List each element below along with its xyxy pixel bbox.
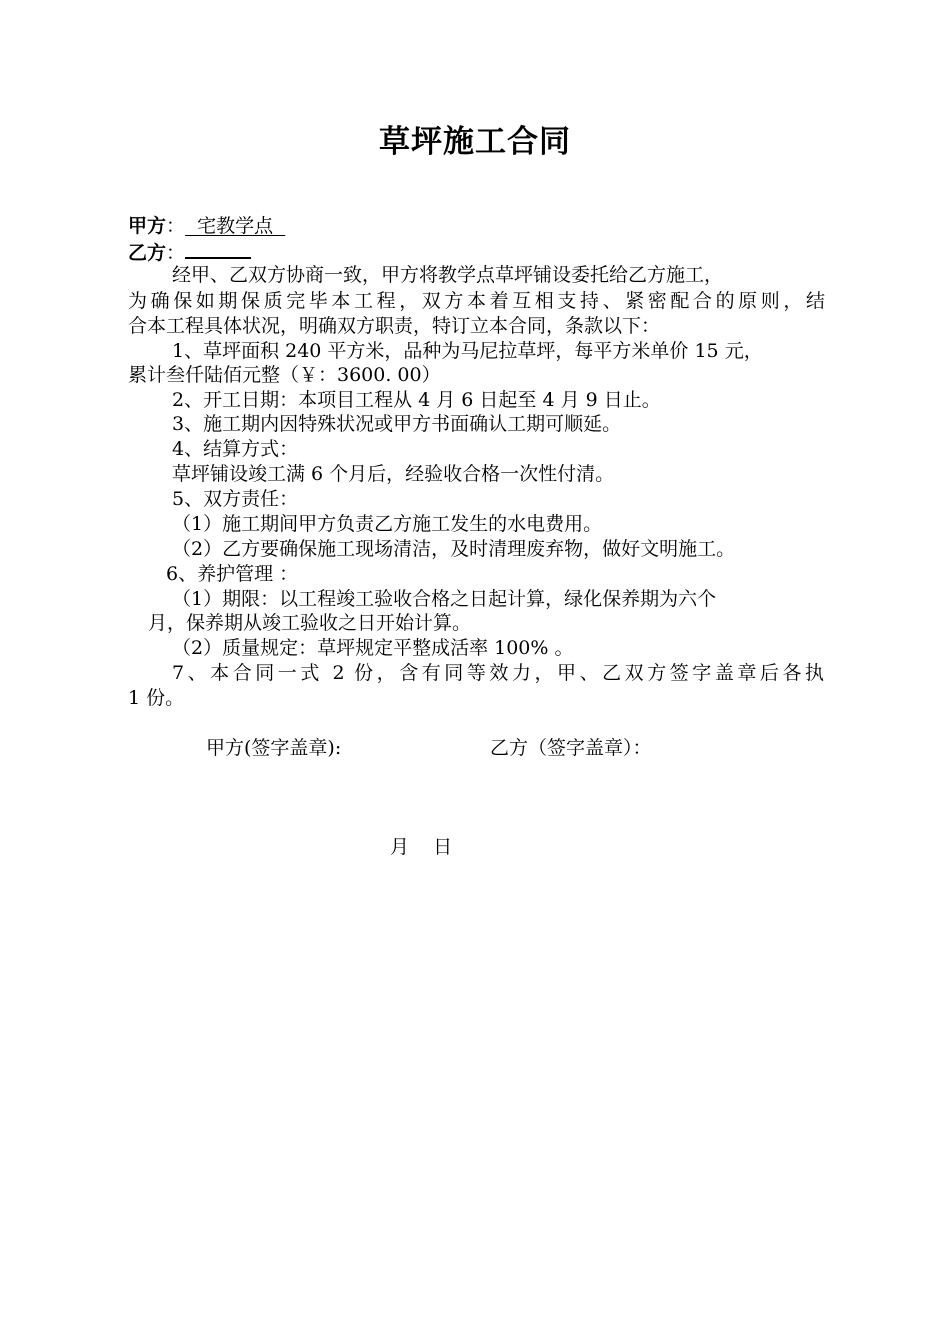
intro-line-3: 合本工程具体状况，明确双方职责，特订立本合同，条款以下：	[128, 315, 661, 337]
clause-2: 2、开工日期：本项目工程从 4 月 6 日起至 4 月 9 日止。	[172, 389, 661, 411]
clause-6-item-1-line-1: （1）期限：以工程竣工验收合格之日起计算，绿化保养期为六个	[172, 588, 717, 610]
party-b-separator: ：	[166, 242, 186, 264]
clause-7-line-1: 7、本合同一式 2 份，含有同等效力，甲、乙双方签字盖章后各执	[172, 662, 824, 684]
clause-1-line-1: 1、草坪面积 240 平方米，品种为马尼拉草坪，每平方米单价 15 元，	[172, 340, 763, 362]
clause-1-line-2: 累计叁仟陆佰元整（￥：3600. 00）	[128, 364, 441, 386]
clause-6-item-2: （2）质量规定：草坪规定平整成活率 100% 。	[172, 637, 574, 659]
clause-5: 5、双方责任：	[172, 488, 299, 510]
clause-4: 4、结算方式：	[172, 438, 299, 460]
party-a-name: 宅教学点	[185, 215, 286, 237]
clause-5-item-2: （2）乙方要确保施工现场清洁，及时清理废弃物，做好文明施工。	[172, 538, 736, 560]
clause-5-item-1: （1）施工期间甲方负责乙方施工发生的水电费用。	[172, 513, 603, 535]
document-title: 草坪施工合同	[379, 124, 571, 160]
party-a-label: 甲方	[128, 215, 167, 237]
clause-4-detail: 草坪铺设竣工满 6 个月后，经验收合格一次性付清。	[172, 463, 615, 485]
party-b-label: 乙方	[128, 242, 167, 264]
party-a-line	[128, 214, 285, 238]
party-b-line	[128, 239, 251, 265]
party-a-separator: ：	[166, 215, 186, 237]
party-a-signature-label: 甲方(签字盖章):	[206, 737, 342, 759]
clause-3: 3、施工期内因特殊状况或甲方书面确认工期可顺延。	[172, 413, 622, 435]
clause-6: 6、养护管理 ：	[166, 563, 299, 585]
party-b-signature-label: 乙方（签字盖章）：	[490, 737, 652, 759]
party-b-blank	[185, 239, 251, 259]
clause-6-item-1-line-2: 月，保养期从竣工验收之日开始计算。	[148, 612, 472, 634]
signature-date: 月 日	[390, 836, 453, 858]
clause-7-line-2: 1 份。	[128, 687, 185, 709]
intro-line-1: 经甲、乙双方协商一致，甲方将教学点草坪铺设委托给乙方施工，	[172, 264, 724, 286]
intro-line-2: 为确保如期保质完毕本工程，双方本着互相支持、紧密配合的原则，结	[128, 290, 825, 312]
